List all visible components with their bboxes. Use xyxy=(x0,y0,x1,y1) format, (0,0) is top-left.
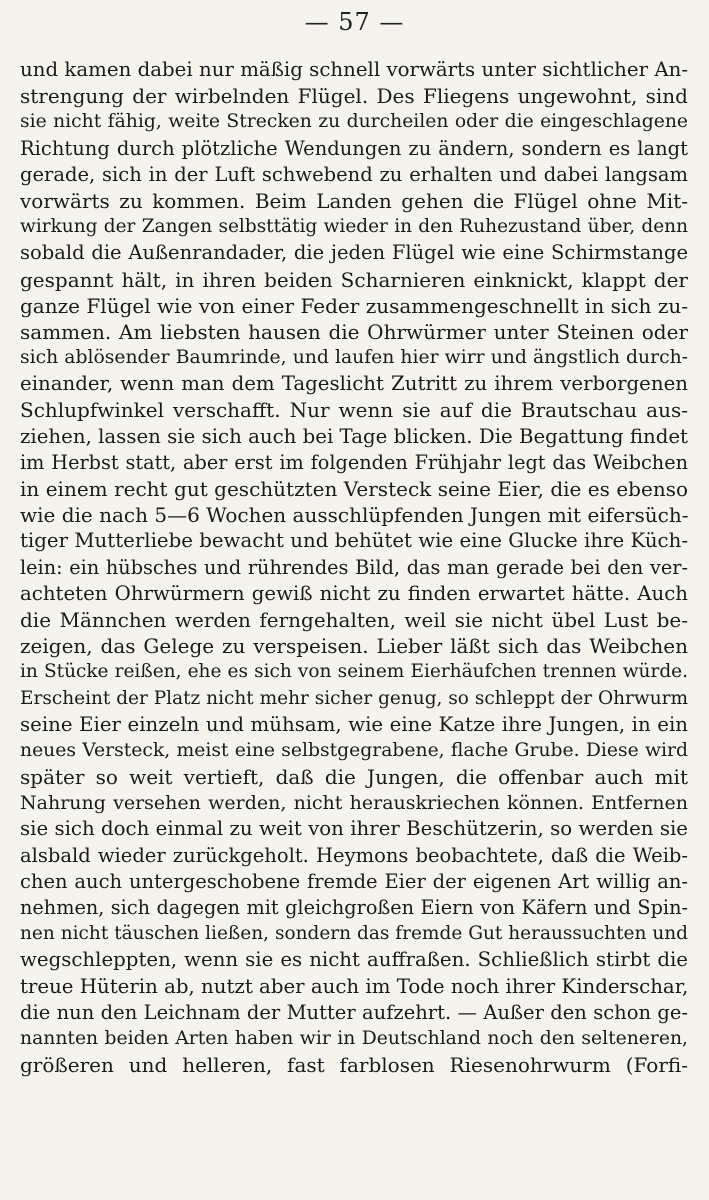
text-line: Schlupfwinkel verschafft. Nur wenn sie auf die Brautschau aus- xyxy=(20,398,688,423)
text-line: treue Hüterin ab, nutzt aber auch im Tode noch ihrer Kinderschar, xyxy=(20,974,688,998)
text-line: sie nicht fähig, weite Strecken zu durcheilen oder die eingeschlagene xyxy=(20,111,688,133)
text-line: seine Eier einzeln und mühsam, wie eine Katze ihre Jungen, in ein xyxy=(20,712,688,736)
text-line: nehmen, sich dagegen mit gleichgroßen Eiern von Käfern und Spin- xyxy=(20,896,688,919)
text-line: sich ablösender Baumrinde, und laufen hier wirr und ängstlich durch- xyxy=(20,347,688,369)
text-line: und kamen dabei nur mäßig schnell vorwärts unter sichtlicher An- xyxy=(20,58,688,81)
text-line: Nahrung versehen werden, nicht herauskriechen können. Entfernen xyxy=(20,792,688,815)
text-line: lein: ein hübsches und rührendes Bild, das man gerade bei den ver- xyxy=(20,555,688,579)
text-line: gespannt hält, in ihren beiden Scharnieren einknickt, klappt der xyxy=(20,267,688,292)
text-line: ziehen, lassen sie sich auch bei Tage blicken. Die Begattung findet xyxy=(20,424,688,448)
text-line: achteten Ohrwürmern gewiß nicht zu finden erwartet hätte. Auch xyxy=(20,581,688,605)
text-line: strengung der wirbelnden Flügel. Des Fliegens ungewohnt, sind xyxy=(20,84,688,109)
text-line: vorwärts zu kommen. Beim Landen gehen die Flügel ohne Mit- xyxy=(20,188,688,213)
text-line: alsbald wieder zurückgeholt. Heymons beobachtete, daß die Weib- xyxy=(20,843,688,867)
text-line: zeigen, das Gelege zu verspeisen. Lieber läßt sich das Weibchen xyxy=(20,634,688,659)
text-line: ganze Flügel wie von einer Feder zusammengeschnellt in sich zu- xyxy=(20,293,688,318)
text-line: neues Versteck, meist eine selbstgegrabene, flache Grube. Diese wird xyxy=(20,739,688,761)
text-line: die nun den Leichnam der Mutter aufzehrt. — Außer den schon ge- xyxy=(20,1000,688,1024)
text-line: später so weit vertieft, daß die Jungen, die offenbar auch mit xyxy=(20,765,688,790)
text-line: wirkung der Zangen selbsttätig wieder in den Ruhezustand über, denn xyxy=(20,216,688,238)
text-line: nen nicht täuschen ließen, sondern das fremde Gut heraussuchten und xyxy=(20,923,688,945)
text-line: die Männchen werden ferngehalten, weil sie nicht übel Lust be- xyxy=(20,607,688,632)
page-number: — 57 — xyxy=(304,8,405,36)
text-line: in einem recht gut geschützten Versteck seine Eier, die es ebenso xyxy=(20,477,688,501)
text-line: tiger Mutterliebe bewacht und behütet wie eine Glucke ihre Küch- xyxy=(20,529,688,553)
text-line: in Stücke reißen, ehe es sich von seinem Eierhäufchen trennen würde. xyxy=(20,661,688,683)
text-line: im Herbst statt, aber erst im folgenden Frühjahr legt das Weibchen xyxy=(20,450,688,474)
text-line: sie sich doch einmal zu weit von ihrer Beschützerin, so werden sie xyxy=(20,817,688,841)
text-line: einander, wenn man dem Tageslicht Zutritt zu ihrem verborgenen xyxy=(20,372,688,396)
text-line: chen auch untergeschobene fremde Eier der eigenen Art willig an- xyxy=(20,869,688,893)
text-line: gerade, sich in der Luft schwebend zu erhalten und dabei langsam xyxy=(20,162,688,186)
text-line: sobald die Außenrandader, die jeden Flügel wie eine Schirmstange xyxy=(20,241,688,265)
text-line: sammen. Am liebsten hausen die Ohrwürmer unter Steinen oder xyxy=(20,319,688,344)
text-line: wegschleppten, wenn sie es nicht auffraßen. Schließlich stirbt die xyxy=(20,948,688,972)
text-line: wie die nach 5—6 Wochen ausschlüpfenden Jungen mit eifersüch- xyxy=(20,503,688,528)
text-line: nannten beiden Arten haben wir in Deutschland noch den selteneren, xyxy=(20,1027,688,1049)
text-line: Richtung durch plötzliche Wendungen zu ändern, sondern es langt xyxy=(20,136,688,160)
body-text xyxy=(20,57,688,1078)
text-line: größeren und helleren, fast farblosen Riesenohrwurm (Forfi- xyxy=(20,1053,688,1078)
text-line: Erscheint der Platz nicht mehr sicher genug, so schleppt der Ohrwurm xyxy=(20,687,688,709)
